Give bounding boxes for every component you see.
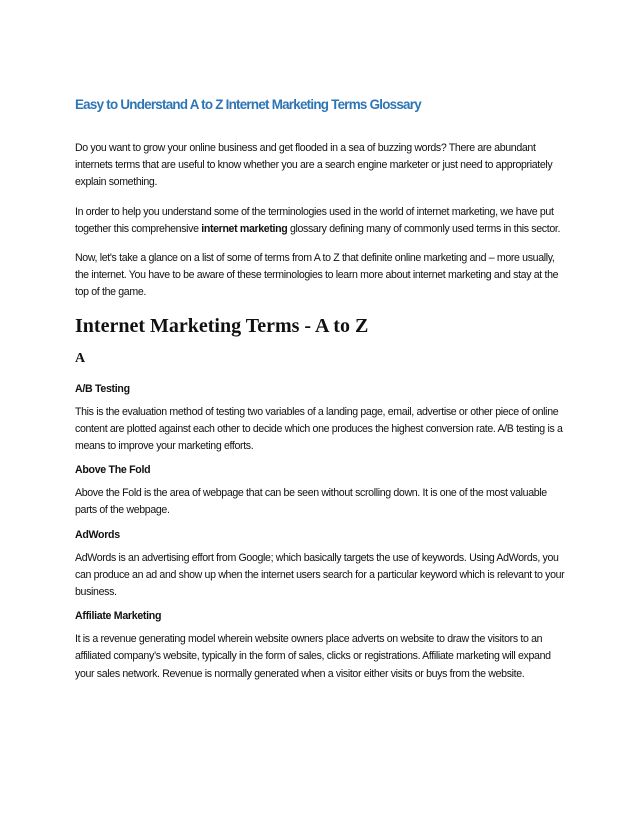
- letter-heading: A: [75, 350, 86, 366]
- intro-section: [75, 140, 569, 302]
- term-name: AdWords: [75, 528, 120, 541]
- term-name: Affiliate Marketing: [75, 610, 162, 623]
- section-heading: Internet Marketing Terms - A to Z: [75, 314, 369, 337]
- intro-paragraph: [75, 140, 569, 192]
- term-definition: It is a revenue generating model wherein website owners place adverts on website to draw the visitors to an affiliated company’s website, typically in the form of sales, clicks or registrations. Affiliate marketing will expand your sales network. Revenue is normally generated when a visitor either visits or buys from the website.: [75, 633, 551, 680]
- paragraph-text: In order to help you understand some of the terminologies used in the world of internet marketing, we have put together this comprehensive: [75, 205, 554, 235]
- intro-paragraph: [75, 204, 569, 238]
- term-name: A/B Testing: [75, 382, 130, 395]
- term-name: Above The Fold: [75, 464, 151, 477]
- bold-keyword: internet marketing: [201, 222, 288, 235]
- term-definition: Above the Fold is the area of webpage that can be seen without scrolling down. It is one of the most valuable parts of the webpage.: [75, 487, 547, 517]
- intro-paragraph: [75, 250, 569, 302]
- terms-list: [75, 382, 569, 683]
- paragraph-text: Do you want to grow your online business and get flooded in a sea of buzzing words? There are abundant internets terms that are useful to know whether you are a search engine marketer or just need to appropriately explain something.: [75, 142, 553, 189]
- document-page: [75, 96, 569, 691]
- paragraph-text: glossary defining many of commonly used terms in this sector.: [287, 222, 561, 235]
- term-definition: AdWords is an advertising effort from Google; which basically targets the use of keywords. Using AdWords, you can produce an ad and show up when the internet users search for a particular keyword which is relevant to your business.: [75, 551, 565, 599]
- paragraph-text: Now, let's take a glance on a list of some of terms from A to Z that definite online marketing and – more usually, the internet. You have to be aware of these terminologies to learn more about internet marketing and stay at the top of the game.: [75, 252, 559, 299]
- document-title: Easy to Understand A to Z Internet Marketing Terms Glossary: [75, 97, 421, 112]
- term-definition: This is the evaluation method of testing two variables of a landing page, email, advertise or other piece of online content are plotted against each other to decide which one produces the highest conversion rate. A/B testing is a means to improve your marketing efforts.: [75, 405, 563, 453]
